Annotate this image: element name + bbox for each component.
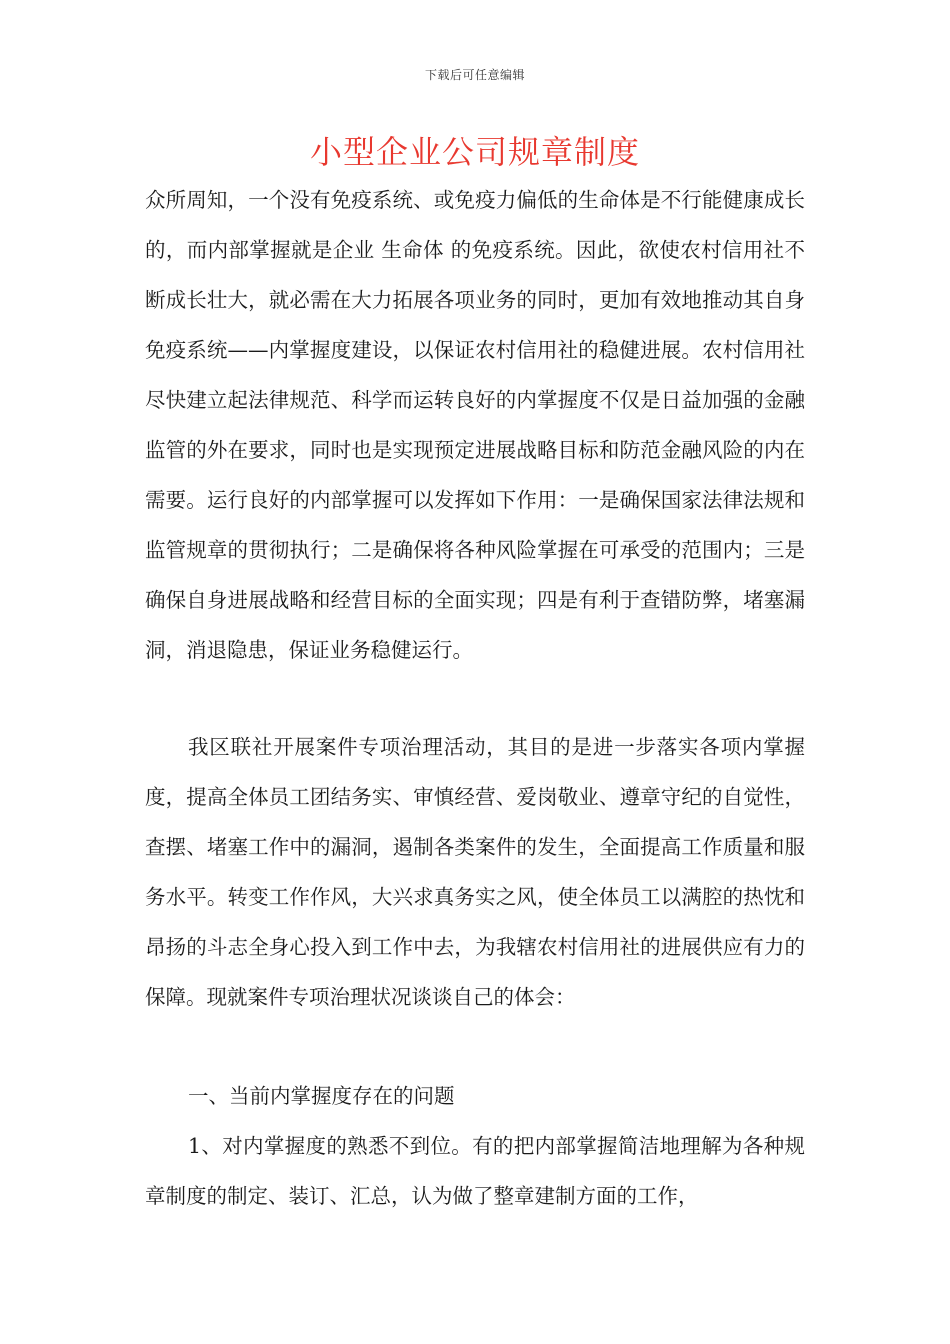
header-note: 下载后可任意编辑 [424,68,525,82]
section-heading-problems: 一、当前内掌握度存在的问题 [188,1084,455,1108]
paragraph-activity: 我区联社开展案件专项治理活动，其目的是进一步落实各项内掌握度，提高全体员工团结务实、审慎经营、爱岗敬业、遵章守纪的自觉性，查摆、堵塞工作中的漏洞，遏制各类案件的发生，全面提高工作质量和服务水平。转变工作作风，大兴求真务实之风，使全体员工以满腔的热忱和昂扬的斗志全身心投入到工作中去，为我辖农村信用社的进展供应有力的保障。现就案件专项治理状况谈谈自己的体会： [145,735,805,1009]
paragraph-intro: 众所周知，一个没有免疫系统、或免疫力偏低的生命体是不行能健康成长的，而内部掌握就是企业 生命体 的免疫系统。因此，欲使农村信用社不断成长壮大，就必需在大力拓展各项业务的同时，更加有效地推动其自身免疫系统——内掌握度建设，以保证农村信用社的稳健进展。农村信用社尽快建立起法律规范、科学而运转良好的内掌握度不仅是日益加强的金融监管的外在要求，同时也是实现预定进展战略目标和防范金融风险的内在需要。运行良好的内部掌握可以发挥如下作用：一是确保国家法律法规和监管规章的贯彻执行；二是确保将各种风险掌握在可承受的范围内；三是确保自身进展战略和经营目标的全面实现；四是有利于查错防弊，堵塞漏洞，消退隐患，保证业务稳健运行。 [145,188,805,662]
paragraph-problem-1: 1、对内掌握度的熟悉不到位。有的把内部掌握简洁地理解为各种规章制度的制定、装订、汇总，认为做了整章建制方面的工作， [145,1134,805,1208]
document-title: 小型企业公司规章制度 [309,133,640,171]
